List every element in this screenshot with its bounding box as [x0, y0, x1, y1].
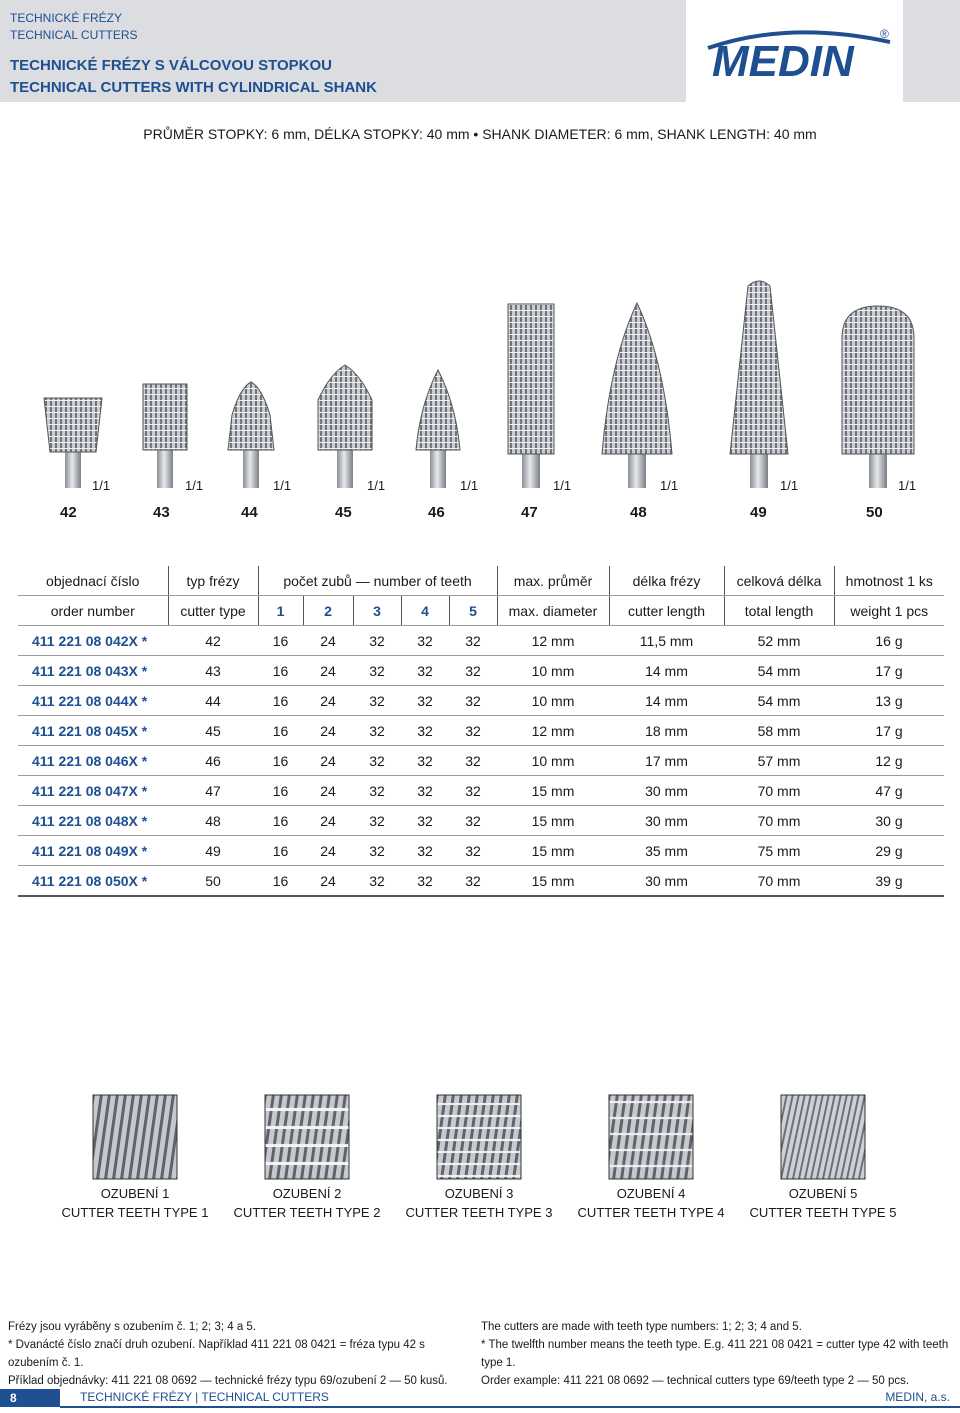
cutter-type-number: 46 — [428, 504, 445, 521]
cell-t2: 24 — [303, 626, 353, 656]
cell-t4: 32 — [401, 836, 449, 866]
cell-length: 14 mm — [609, 656, 724, 686]
cell-diameter: 15 mm — [497, 776, 609, 806]
teeth-type-3-swatch — [436, 1094, 522, 1180]
notes-en — [481, 1318, 957, 1390]
cell-t2: 24 — [303, 866, 353, 897]
cell-total: 54 mm — [724, 656, 834, 686]
teeth-type-cz: OZUBENÍ 4 — [616, 1186, 686, 1201]
teeth-type-4-caption — [565, 1184, 737, 1222]
cell-weight: 17 g — [834, 656, 944, 686]
order-code: 411 221 08 042X * — [18, 626, 168, 656]
cell-total: 58 mm — [724, 716, 834, 746]
order-code: 411 221 08 046X * — [18, 746, 168, 776]
teeth-type-cz: OZUBENÍ 1 — [100, 1186, 170, 1201]
cutter-50-image — [842, 306, 914, 488]
cell-t1: 16 — [258, 656, 303, 686]
col-weight-cz: hmotnost 1 ks — [834, 566, 944, 596]
cell-total: 70 mm — [724, 866, 834, 897]
table-row — [18, 776, 944, 806]
cutter-42-image — [44, 398, 102, 488]
cell-t5: 32 — [449, 806, 497, 836]
cutter-49-image — [730, 281, 788, 488]
logo-registered: ® — [880, 27, 889, 41]
teeth-type-cz: OZUBENÍ 3 — [444, 1186, 514, 1201]
cell-t5: 32 — [449, 746, 497, 776]
fraction-label: 1/1 — [273, 478, 292, 493]
cell-weight: 29 g — [834, 836, 944, 866]
cutter-44-image — [228, 382, 274, 488]
col-order-en: order number — [18, 596, 168, 626]
shank-spec: PRŮMĚR STOPKY: 6 mm, DÉLKA STOPKY: 40 mm • SHANK DIAMETER: 6 mm, SHANK LENGTH: 40 mm — [143, 126, 817, 142]
cell-t4: 32 — [401, 866, 449, 897]
col-diameter-en: max. diameter — [497, 596, 609, 626]
col-teeth-1: 1 — [258, 596, 303, 626]
note-line: * The twelfth number means the teeth type. E.g. 411 221 08 0421 = cutter type 42 with teeth type 1. — [481, 1339, 949, 1369]
fraction-label: 1/1 — [660, 478, 679, 493]
cell-length: 30 mm — [609, 806, 724, 836]
table-row — [18, 836, 944, 866]
cutter-illustrations — [0, 270, 960, 490]
order-code: 411 221 08 045X * — [18, 716, 168, 746]
cutter-type-number: 45 — [335, 504, 352, 521]
header-line2: TECHNICAL CUTTERS — [10, 28, 138, 42]
cutter-47-image — [508, 304, 554, 488]
cutter-45-image — [318, 365, 372, 488]
cell-total: 75 mm — [724, 836, 834, 866]
footer-rule — [60, 1406, 960, 1408]
cell-t4: 32 — [401, 746, 449, 776]
cell-t5: 32 — [449, 836, 497, 866]
col-length-en: cutter length — [609, 596, 724, 626]
col-teeth-2: 2 — [303, 596, 353, 626]
cell-t2: 24 — [303, 806, 353, 836]
teeth-type-1-caption — [49, 1184, 221, 1222]
cutter-type-number: 47 — [521, 504, 538, 521]
cell-t5: 32 — [449, 686, 497, 716]
order-code: 411 221 08 050X * — [18, 866, 168, 897]
footer-company: MEDIN, a.s. — [885, 1390, 950, 1404]
cell-t2: 24 — [303, 716, 353, 746]
cutter-46-image — [416, 370, 460, 488]
cell-t5: 32 — [449, 866, 497, 897]
table-row — [18, 866, 944, 897]
cell-total: 57 mm — [724, 746, 834, 776]
cell-t4: 32 — [401, 776, 449, 806]
logo-text: MEDIN — [712, 37, 854, 86]
fraction-label: 1/1 — [780, 478, 799, 493]
cell-diameter: 10 mm — [497, 656, 609, 686]
table-row — [18, 716, 944, 746]
cell-t3: 32 — [353, 806, 401, 836]
cell-t2: 24 — [303, 776, 353, 806]
col-total-cz: celková délka — [724, 566, 834, 596]
cell-t1: 16 — [258, 626, 303, 656]
cell-t1: 16 — [258, 866, 303, 897]
teeth-type-en: CUTTER TEETH TYPE 1 — [61, 1205, 209, 1220]
cell-t2: 24 — [303, 746, 353, 776]
cell-total: 52 mm — [724, 626, 834, 656]
cell-type: 46 — [168, 746, 258, 776]
cell-type: 48 — [168, 806, 258, 836]
col-diameter-cz: max. průměr — [497, 566, 609, 596]
teeth-type-cz: OZUBENÍ 5 — [788, 1186, 858, 1201]
cell-t3: 32 — [353, 776, 401, 806]
cell-length: 30 mm — [609, 776, 724, 806]
order-code: 411 221 08 044X * — [18, 686, 168, 716]
cell-length: 14 mm — [609, 686, 724, 716]
cell-t1: 16 — [258, 776, 303, 806]
teeth-type-en: CUTTER TEETH TYPE 2 — [233, 1205, 381, 1220]
cell-t5: 32 — [449, 716, 497, 746]
col-teeth-3: 3 — [353, 596, 401, 626]
col-type-cz: typ frézy — [168, 566, 258, 596]
table-row — [18, 746, 944, 776]
cell-length: 35 mm — [609, 836, 724, 866]
cell-weight: 12 g — [834, 746, 944, 776]
fraction-label: 1/1 — [92, 478, 111, 493]
order-code: 411 221 08 049X * — [18, 836, 168, 866]
teeth-type-en: CUTTER TEETH TYPE 3 — [405, 1205, 553, 1220]
fraction-label: 1/1 — [460, 478, 479, 493]
cell-t1: 16 — [258, 686, 303, 716]
cell-t3: 32 — [353, 716, 401, 746]
fraction-label: 1/1 — [898, 478, 917, 493]
teeth-type-5-swatch — [780, 1094, 866, 1180]
cell-t5: 32 — [449, 656, 497, 686]
teeth-type-2-caption — [221, 1184, 393, 1222]
cell-diameter: 15 mm — [497, 866, 609, 897]
cell-diameter: 15 mm — [497, 806, 609, 836]
order-code: 411 221 08 048X * — [18, 806, 168, 836]
table-row — [18, 806, 944, 836]
page-title-en: TECHNICAL CUTTERS WITH CYLINDRICAL SHANK — [10, 79, 377, 96]
col-teeth-cz: počet zubů — number of teeth — [258, 566, 497, 596]
table-header-cz — [18, 566, 944, 596]
cell-weight: 47 g — [834, 776, 944, 806]
fraction-label: 1/1 — [553, 478, 572, 493]
cell-type: 45 — [168, 716, 258, 746]
teeth-type-4-swatch — [608, 1094, 694, 1180]
col-total-en: total length — [724, 596, 834, 626]
col-type-en: cutter type — [168, 596, 258, 626]
cell-type: 44 — [168, 686, 258, 716]
cutter-type-number: 48 — [630, 504, 647, 521]
cell-t1: 16 — [258, 716, 303, 746]
note-line: Příklad objednávky: 411 221 08 0692 — technické frézy typu 69/ozubení 2 — 50 kusů. — [8, 1375, 448, 1387]
cell-t1: 16 — [258, 806, 303, 836]
cell-t3: 32 — [353, 626, 401, 656]
cutter-type-number: 44 — [241, 504, 258, 521]
cell-t4: 32 — [401, 716, 449, 746]
page-number: 8 — [0, 1389, 60, 1407]
cell-t5: 32 — [449, 626, 497, 656]
cell-length: 17 mm — [609, 746, 724, 776]
col-weight-en: weight 1 pcs — [834, 596, 944, 626]
cell-weight: 30 g — [834, 806, 944, 836]
cutter-type-number: 50 — [866, 504, 883, 521]
cell-t3: 32 — [353, 836, 401, 866]
cell-t5: 32 — [449, 776, 497, 806]
fraction-label: 1/1 — [367, 478, 386, 493]
cell-total: 54 mm — [724, 686, 834, 716]
cutter-type-number: 42 — [60, 504, 77, 521]
teeth-type-2-swatch — [264, 1094, 350, 1180]
note-line: Order example: 411 221 08 0692 — technical cutters type 69/teeth type 2 — 50 pcs. — [481, 1375, 910, 1387]
cell-diameter: 10 mm — [497, 686, 609, 716]
cell-length: 18 mm — [609, 716, 724, 746]
footer-section: TECHNICKÉ FRÉZY | TECHNICAL CUTTERS — [80, 1390, 329, 1404]
col-teeth-4: 4 — [401, 596, 449, 626]
note-line: * Dvanácté číslo značí druh ozubení. Například 411 221 08 0421 = fréza typu 42 s ozubením č. 1. — [8, 1339, 425, 1369]
cell-type: 50 — [168, 866, 258, 897]
cell-t1: 16 — [258, 836, 303, 866]
cell-type: 43 — [168, 656, 258, 686]
cell-t4: 32 — [401, 626, 449, 656]
cell-diameter: 12 mm — [497, 626, 609, 656]
note-line: The cutters are made with teeth type numbers: 1; 2; 3; 4 and 5. — [481, 1321, 802, 1333]
cell-total: 70 mm — [724, 806, 834, 836]
table-row — [18, 686, 944, 716]
cell-diameter: 15 mm — [497, 836, 609, 866]
cell-weight: 13 g — [834, 686, 944, 716]
table-row — [18, 656, 944, 686]
order-code: 411 221 08 047X * — [18, 776, 168, 806]
teeth-type-cz: OZUBENÍ 2 — [272, 1186, 342, 1201]
page-title-cz: TECHNICKÉ FRÉZY S VÁLCOVOU STOPKOU — [10, 57, 332, 74]
notes-cz — [8, 1318, 468, 1390]
cell-length: 30 mm — [609, 866, 724, 897]
cutter-type-number: 49 — [750, 504, 767, 521]
cell-length: 11,5 mm — [609, 626, 724, 656]
cell-t4: 32 — [401, 686, 449, 716]
col-length-cz: délka frézy — [609, 566, 724, 596]
cell-t3: 32 — [353, 866, 401, 897]
teeth-type-en: CUTTER TEETH TYPE 4 — [577, 1205, 725, 1220]
cell-type: 42 — [168, 626, 258, 656]
cell-total: 70 mm — [724, 776, 834, 806]
note-line: Frézy jsou vyráběny s ozubením č. 1; 2; 3; 4 a 5. — [8, 1321, 257, 1333]
teeth-type-5-caption — [737, 1184, 909, 1222]
cell-t3: 32 — [353, 656, 401, 686]
teeth-type-en: CUTTER TEETH TYPE 5 — [749, 1205, 897, 1220]
col-teeth-5: 5 — [449, 596, 497, 626]
cell-t4: 32 — [401, 656, 449, 686]
cell-t2: 24 — [303, 686, 353, 716]
cell-t1: 16 — [258, 746, 303, 776]
cell-diameter: 10 mm — [497, 746, 609, 776]
table-row — [18, 626, 944, 656]
fraction-label: 1/1 — [185, 478, 204, 493]
spec-table — [18, 566, 944, 897]
cell-t2: 24 — [303, 656, 353, 686]
cell-weight: 16 g — [834, 626, 944, 656]
medin-logo — [700, 8, 896, 96]
cell-diameter: 12 mm — [497, 716, 609, 746]
cell-t3: 32 — [353, 746, 401, 776]
table-header-en — [18, 596, 944, 626]
cell-weight: 17 g — [834, 716, 944, 746]
teeth-type-3-caption — [393, 1184, 565, 1222]
cutter-type-number: 43 — [153, 504, 170, 521]
cell-t4: 32 — [401, 806, 449, 836]
header-band-right — [903, 0, 960, 102]
cell-type: 49 — [168, 836, 258, 866]
teeth-type-1-swatch — [92, 1094, 178, 1180]
cell-t3: 32 — [353, 686, 401, 716]
cell-t2: 24 — [303, 836, 353, 866]
order-code: 411 221 08 043X * — [18, 656, 168, 686]
cell-type: 47 — [168, 776, 258, 806]
cutter-43-image — [143, 384, 187, 488]
cell-weight: 39 g — [834, 866, 944, 897]
cutter-48-image — [602, 303, 672, 488]
header-line1: TECHNICKÉ FRÉZY — [10, 11, 123, 25]
col-order-cz: objednací číslo — [18, 566, 168, 596]
